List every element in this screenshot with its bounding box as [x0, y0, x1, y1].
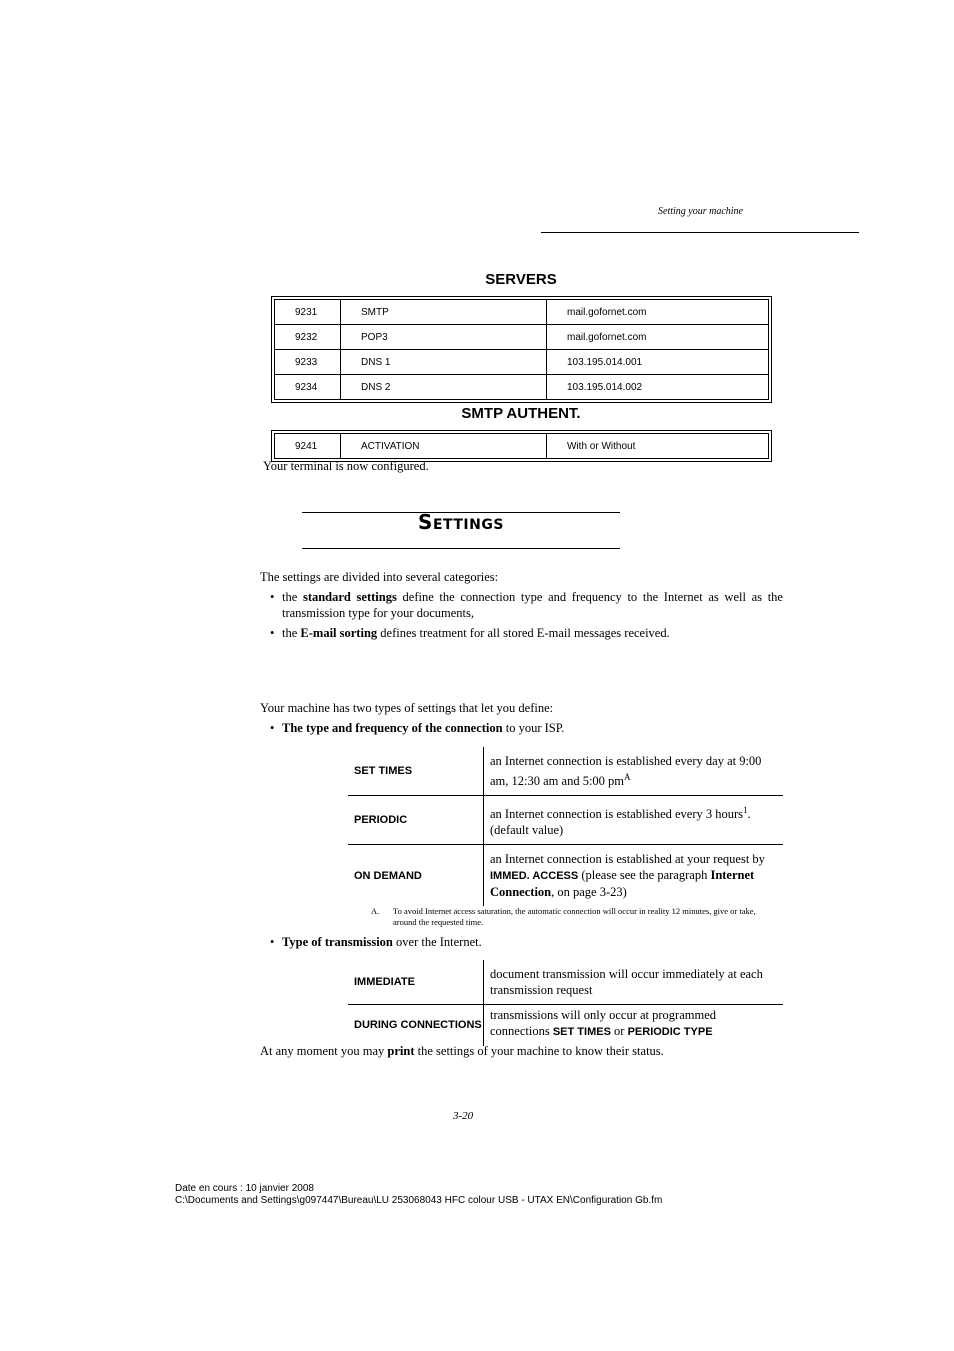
smtp-authent-title: SMTP AUTHENT. — [461, 405, 581, 422]
table-row — [348, 796, 783, 845]
table-row — [348, 960, 783, 1005]
table-row — [275, 434, 769, 459]
header-rule — [541, 232, 859, 233]
servers-title: SERVERS — [485, 271, 557, 288]
footer-date: Date en cours : 10 janvier 2008 — [175, 1183, 314, 1194]
footnote-mark: A. — [371, 906, 380, 916]
servers-table — [271, 296, 772, 403]
table-cell: 103.195.014.002 — [547, 375, 769, 400]
list-item: • the standard settings define the connection type and frequency to the Internet as well as the transmission type for your documents, — [260, 589, 783, 621]
table-row — [348, 747, 783, 796]
option-key: SET TIMES — [348, 747, 484, 796]
list-item: • The type and frequency of the connection to your ISP. — [260, 720, 783, 736]
footer-path: C:\Documents and Settings\g097447\Bureau\LU 253068043 HFC colour USB - UTAX EN\Configuration Gb.fm — [175, 1195, 663, 1206]
table-cell: ACTIVATION — [341, 434, 547, 459]
table-cell: DNS 2 — [341, 375, 547, 400]
table-cell: 9233 — [275, 350, 341, 375]
table-row — [275, 325, 769, 350]
table-cell: 9231 — [275, 300, 341, 325]
table-row — [275, 350, 769, 375]
table-cell: POP3 — [341, 325, 547, 350]
option-key: DURING CONNECTIONS — [348, 1005, 484, 1047]
option-key: PERIODIC — [348, 796, 484, 845]
option-description: an Internet connection is established at your request by IMMED. ACCESS (please see the paragraph Internet Connection, on page 3-23) — [484, 845, 784, 907]
types-intro: Your machine has two types of settings that let you define: — [260, 701, 554, 715]
settings-intro: The settings are divided into several categories: — [260, 570, 499, 584]
table-row — [348, 1005, 783, 1047]
transmission-options-table — [348, 960, 783, 1046]
table-row — [275, 375, 769, 400]
page-number: 3-20 — [453, 1110, 474, 1122]
table-cell: 9234 — [275, 375, 341, 400]
list-item: • the E-mail sorting defines treatment for all stored E-mail messages received. — [260, 625, 783, 641]
types-list — [260, 720, 783, 736]
option-description: an Internet connection is established every 3 hours$^1$. (default value) — [484, 796, 784, 845]
settings-heading: Settings — [418, 510, 504, 534]
categories-list — [260, 589, 783, 641]
table-cell: 9232 — [275, 325, 341, 350]
table-row — [348, 845, 783, 907]
configured-text: Your terminal is now configured. — [263, 459, 429, 473]
table-cell: With or Without — [547, 434, 769, 459]
table-cell: DNS 1 — [341, 350, 547, 375]
table-cell: mail.gofornet.com — [547, 325, 769, 350]
table-cell: mail.gofornet.com — [547, 300, 769, 325]
option-key: IMMEDIATE — [348, 960, 484, 1005]
table-cell: 9241 — [275, 434, 341, 459]
transmission-list — [260, 934, 783, 950]
table-row — [275, 300, 769, 325]
footnote-text: To avoid Internet access saturation, the automatic connection will occur in reality 12 minutes, give or take, around the requested time. — [393, 906, 756, 927]
running-header: Setting your machine — [658, 206, 743, 217]
list-item: • Type of transmission over the Internet. — [260, 934, 783, 950]
option-description: document transmission will occur immediately at each transmission request — [490, 967, 763, 997]
connection-options-table — [348, 747, 783, 906]
table-cell: SMTP — [341, 300, 547, 325]
option-description: transmissions will only occur at programmed connections SET TIMES or PERIODIC TYPE — [484, 1005, 784, 1047]
option-description: an Internet connection is established every day at 9:00 am, 12:30 am and 5:00 $pm^A$ — [490, 754, 762, 789]
option-key: ON DEMAND — [348, 845, 484, 907]
heading-rule-bottom — [302, 548, 620, 549]
table-cell: 103.195.014.001 — [547, 350, 769, 375]
closing-text: At any moment you may print the settings of your machine to know their status. — [260, 1044, 664, 1058]
